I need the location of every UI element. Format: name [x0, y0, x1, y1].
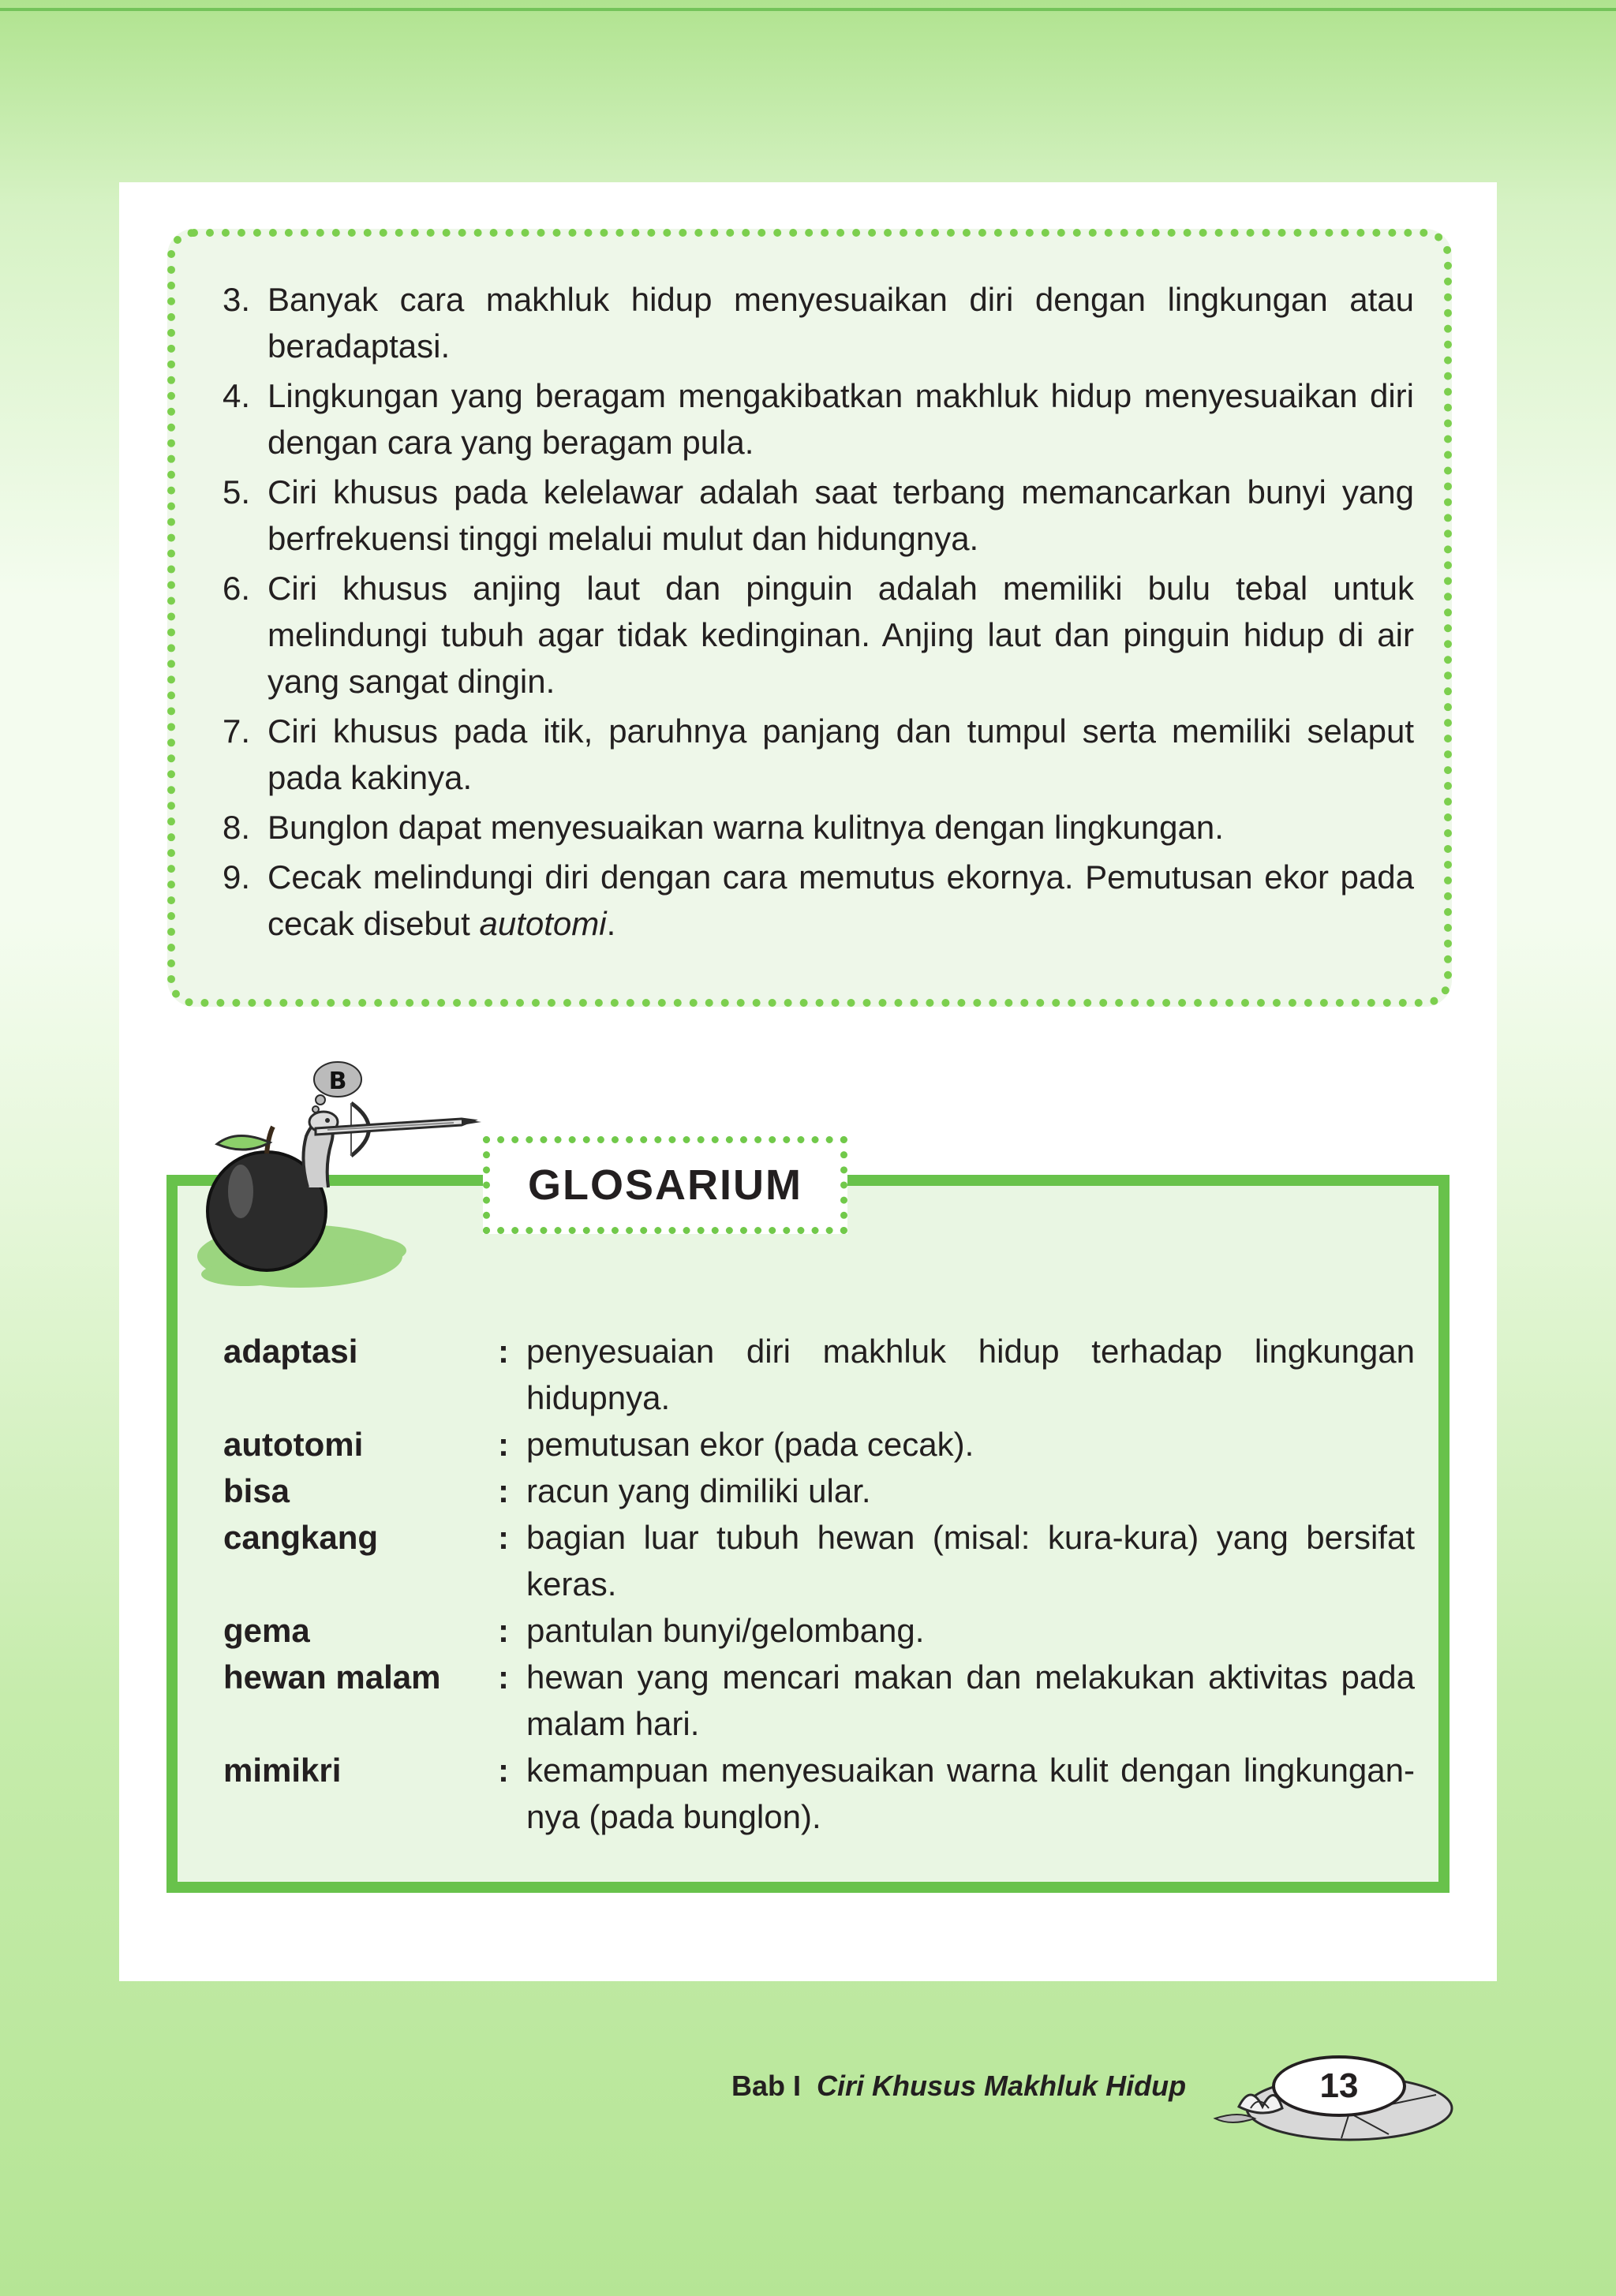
item-number: 8.: [223, 809, 251, 846]
list-item: [223, 469, 1414, 562]
list-item: [223, 276, 1414, 369]
glossary-entry: [223, 1607, 1415, 1654]
summary-box: [167, 229, 1452, 1007]
list-item: [223, 708, 1414, 801]
glossary-term: bisa: [223, 1472, 290, 1509]
item-text-end: .: [606, 905, 616, 942]
glossary-term: mimikri: [223, 1752, 342, 1789]
item-number: 5.: [223, 473, 251, 510]
item-number: 9.: [223, 858, 251, 896]
glossary-entry: [223, 1468, 1415, 1514]
list-item: [223, 804, 1414, 851]
glossary-colon: :: [498, 1752, 509, 1789]
glossary-entry: [223, 1747, 1415, 1840]
glossary-colon: :: [498, 1612, 509, 1649]
glossary-definition: pantulan bunyi/gelombang.: [526, 1612, 925, 1649]
item-text: Banyak cara makhluk hidup menyesuaikan diri dengan lingkungan atau beradaptasi.: [267, 281, 1414, 365]
item-text: Ciri khusus pada itik, paruhnya panjang dan tumpul serta memiliki selaput pada kakinya.: [267, 712, 1414, 796]
glossary-entry: [223, 1421, 1415, 1468]
item-text: Bunglon dapat menyesuaikan warna kulitnya dengan lingkungan.: [267, 809, 1224, 846]
glossary-title-box: [483, 1136, 847, 1234]
top-rule: [0, 8, 1616, 11]
item-number: 4.: [223, 377, 251, 414]
glossary-term: gema: [223, 1612, 310, 1649]
glossary-colon: :: [498, 1519, 509, 1556]
item-text-italic: autotomi: [479, 905, 607, 942]
glossary-definition: hewan yang mencari makan dan melakukan aktivitas pada malam hari.: [526, 1658, 1415, 1742]
chapter-title: Ciri Khusus Makhluk Hidup: [817, 2070, 1187, 2102]
list-item: [223, 854, 1414, 947]
glossary-definition: racun yang dimiliki ular.: [526, 1472, 871, 1509]
list-item: [223, 372, 1414, 466]
item-text: Cecak melindungi diri dengan cara memutus ekornya. Pemutusan ekor pada cecak disebut: [267, 858, 1414, 942]
glossary-term: cangkang: [223, 1519, 379, 1556]
glossary-definition: kemampuan menyesuaikan warna kulit dengan lingkungan-nya (pada bunglon).: [526, 1752, 1415, 1835]
list-item: [223, 565, 1414, 705]
item-number: 6.: [223, 570, 251, 607]
glossary-definition: bagian luar tubuh hewan (misal: kura-kura) yang bersifat keras.: [526, 1519, 1415, 1602]
glossary-definition: penyesuaian diri makhluk hidup terhadap lingkungan hidupnya.: [526, 1333, 1415, 1416]
glossary-colon: :: [498, 1333, 509, 1370]
glossary-entry: [223, 1514, 1415, 1607]
glossary-colon: :: [498, 1472, 509, 1509]
glossary-colon: :: [498, 1658, 509, 1696]
item-text: Lingkungan yang beragam mengakibatkan makhluk hidup menyesuaikan diri dengan cara yang beragam pula.: [267, 377, 1414, 461]
footer-chapter: [731, 2070, 1186, 2103]
glossary-title: GLOSARIUM: [528, 1161, 802, 1209]
glossary-definition: pemutusan ekor (pada cecak).: [526, 1426, 974, 1463]
item-number: 3.: [223, 281, 251, 318]
item-text: Ciri khusus anjing laut dan pinguin adalah memiliki bulu tebal untuk melindungi tubuh agar tidak kedinginan. Anjing laut dan pinguin hidup di air yang sangat dingin.: [267, 570, 1414, 700]
mascot-speech-letter: B: [328, 1068, 347, 1095]
apple-worm-archer-mascot-icon: [181, 1049, 481, 1310]
chapter-prefix: Bab I: [731, 2070, 802, 2102]
summary-list: [223, 276, 1414, 950]
item-number: 7.: [223, 712, 251, 750]
page-number: 13: [1272, 2055, 1406, 2117]
glossary-term: hewan malam: [223, 1658, 441, 1696]
glossary-list: [223, 1328, 1415, 1840]
glossary-term: adaptasi: [223, 1333, 358, 1370]
item-text: Ciri khusus pada kelelawar adalah saat terbang memancarkan bunyi yang berfrekuensi tinggi melalui mulut dan hidungnya.: [267, 473, 1414, 557]
glossary-colon: :: [498, 1426, 509, 1463]
glossary-term: autotomi: [223, 1426, 364, 1463]
glossary-entry: [223, 1654, 1415, 1747]
glossary-entry: [223, 1328, 1415, 1421]
